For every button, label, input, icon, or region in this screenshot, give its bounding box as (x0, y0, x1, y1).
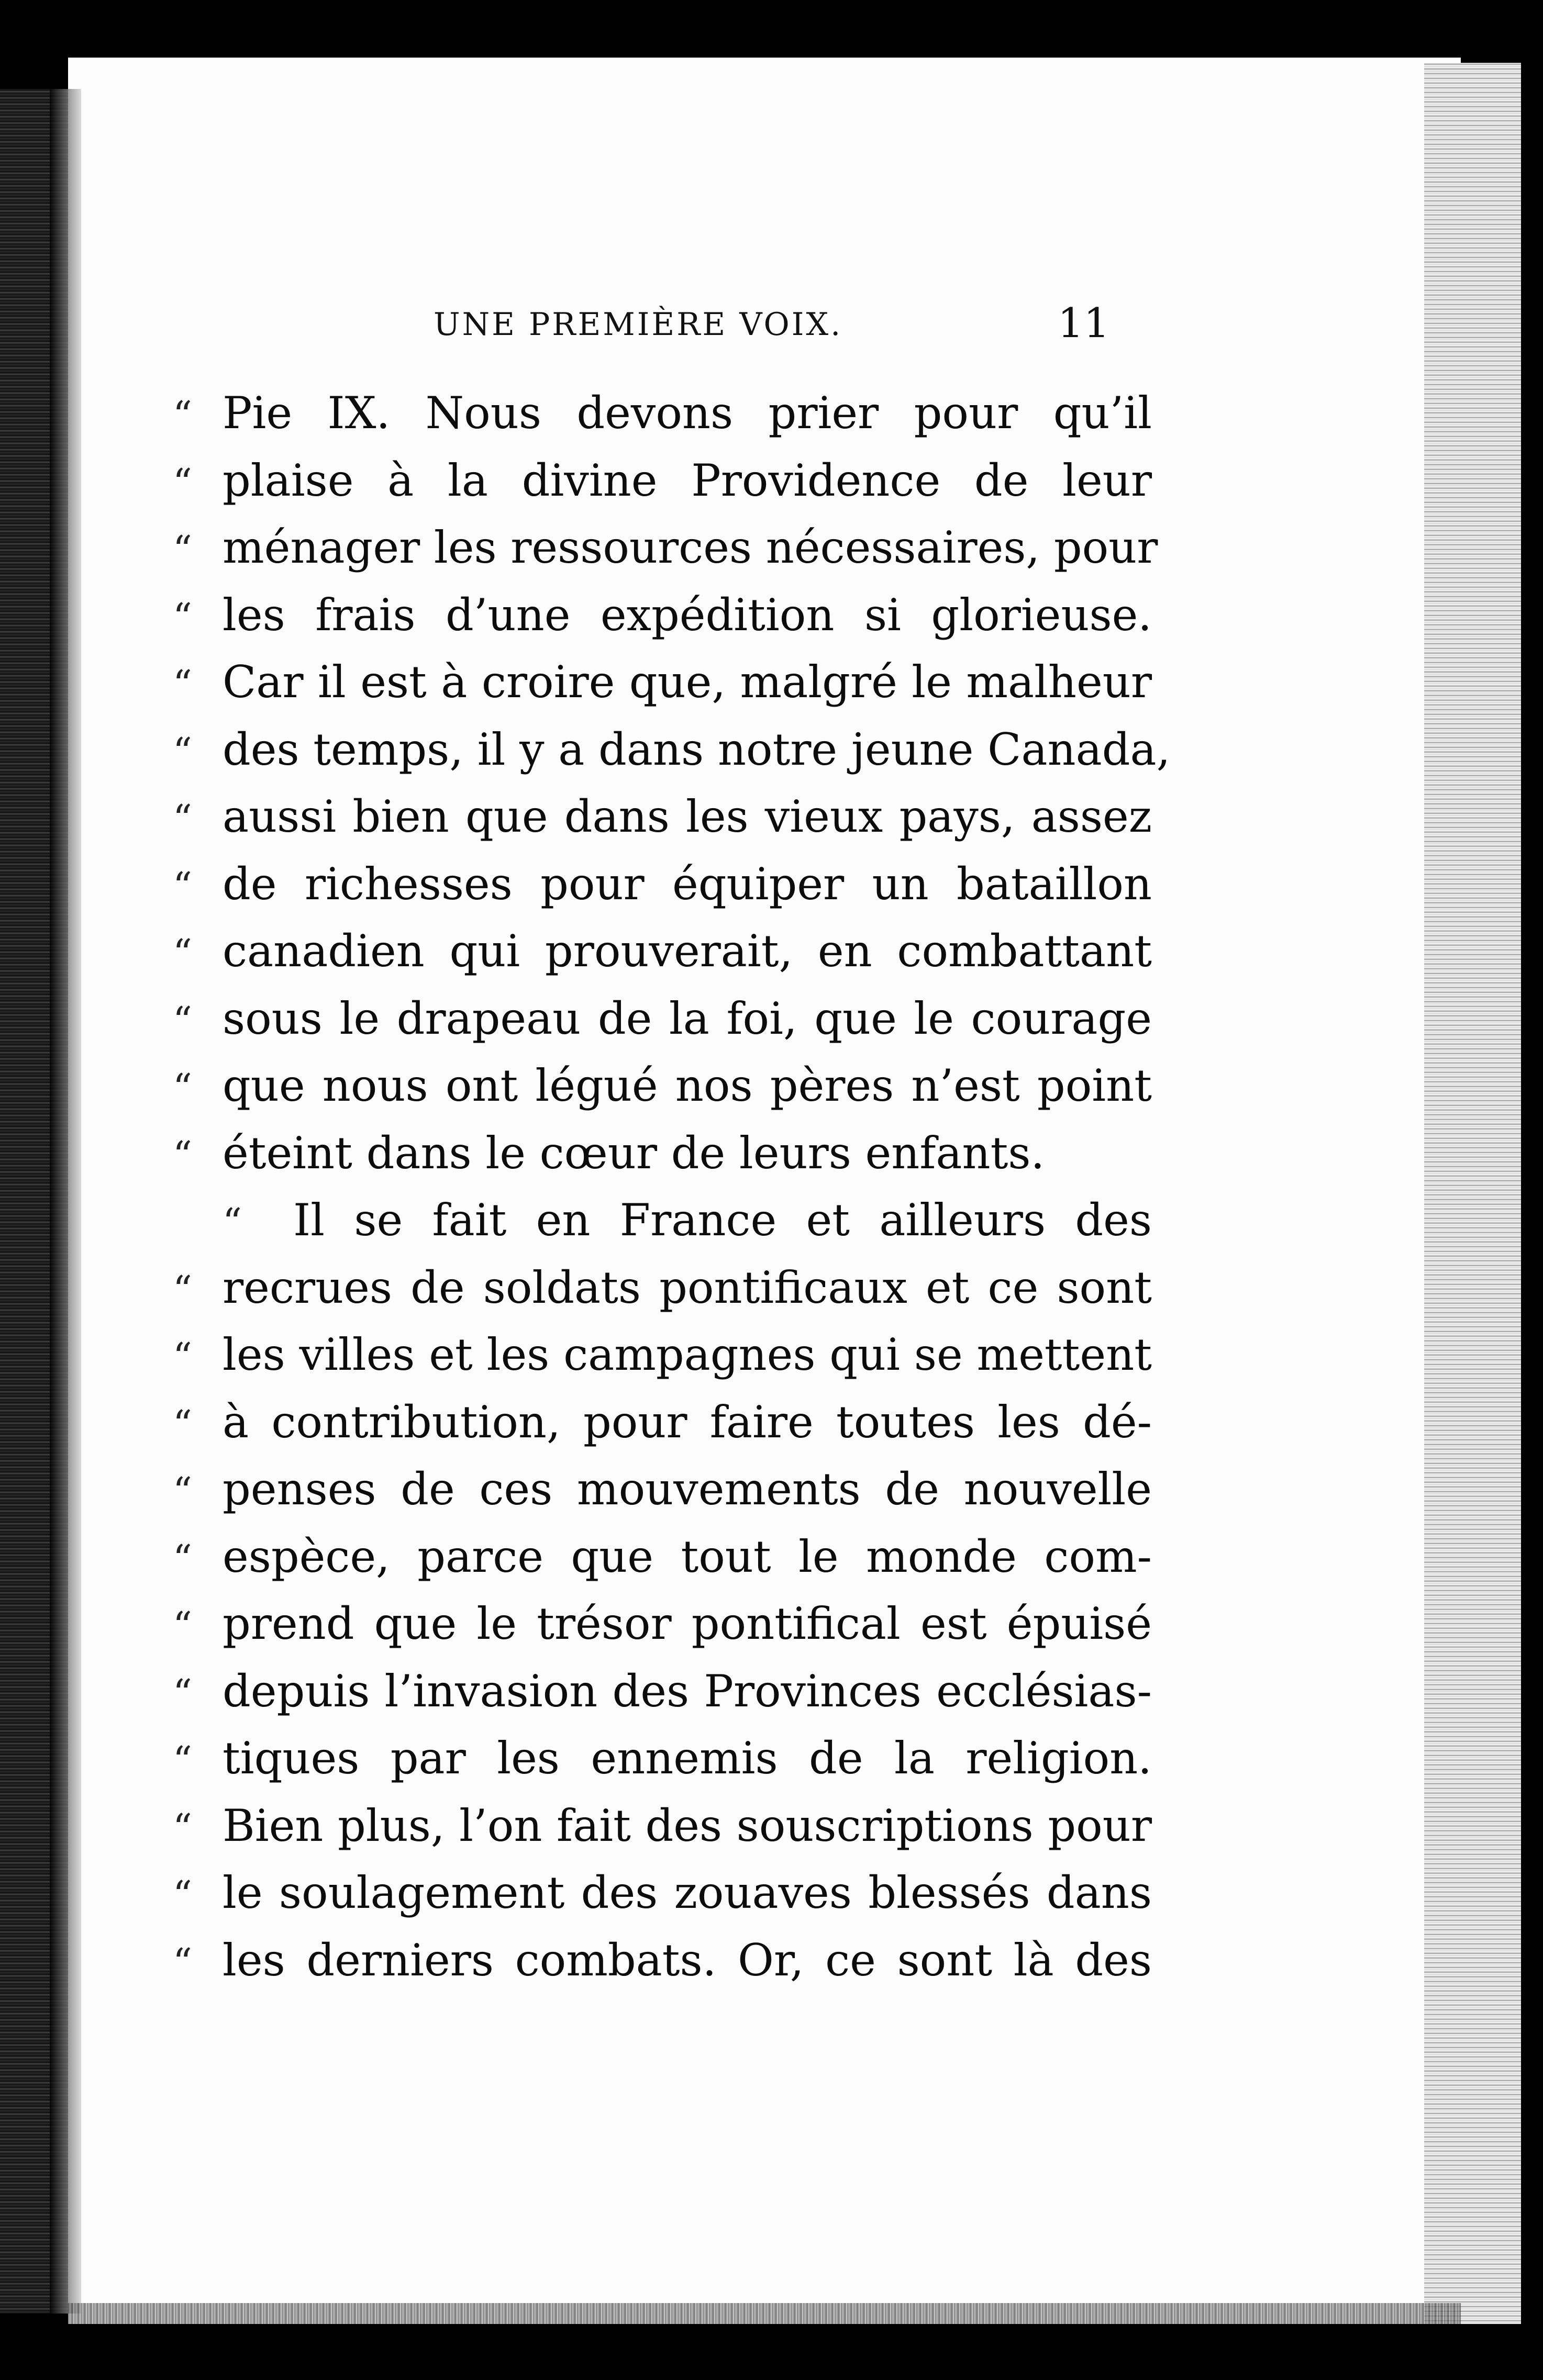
binding-gutter (50, 89, 81, 2314)
text-line (173, 1396, 1152, 1464)
line-text: les frais d’une expédition si glorieuse. (223, 589, 1152, 641)
quote-mark: “ (173, 1469, 192, 1513)
text-line (173, 993, 1152, 1060)
text-line (173, 925, 1152, 993)
text-line (173, 1060, 1152, 1127)
line-text: aussi bien que dans les vieux pays, assez (223, 791, 1152, 842)
quote-mark: “ (173, 998, 192, 1043)
line-text: sous le drapeau de la foi, que le courage (223, 992, 1152, 1044)
text-line (173, 589, 1152, 657)
scan-border-right (1521, 63, 1543, 2324)
line-text: depuis l’invasion des Provinces ecclésias- (223, 1665, 1152, 1717)
line-text: à contribution, pour faire toutes les dé- (223, 1396, 1152, 1448)
quote-mark: “ (173, 460, 192, 505)
quote-mark: “ (173, 1671, 192, 1715)
page-bottom-edge (68, 2303, 1461, 2324)
quote-mark: “ (173, 797, 192, 841)
quote-mark: “ (173, 1536, 192, 1581)
line-text: tiques par les ennemis de la religion. (223, 1733, 1152, 1784)
page-number: 11 (1058, 300, 1110, 347)
line-text: des temps, il y a dans notre jeune Canada, (223, 723, 1171, 775)
line-text: de richesses pour équiper un bataillon (223, 858, 1152, 910)
line-text: le soulagement des zouaves blessés dans (223, 1867, 1152, 1918)
text-line (173, 1463, 1152, 1531)
quote-mark: “ (173, 393, 192, 437)
line-text: canadien qui prouverait, en combattant (223, 925, 1152, 977)
text-line (173, 522, 1158, 589)
text-line (173, 1666, 1152, 1733)
quote-mark: “ (173, 931, 192, 975)
line-text: penses de ces mouvements de nouvelle (223, 1463, 1152, 1515)
line-text: prend que le trésor pontifical est épuisé (223, 1598, 1152, 1649)
line-text: éteint dans le cœur de leurs enfants. (223, 1127, 1045, 1179)
running-title: UNE PREMIÈRE VOIX. (434, 306, 843, 343)
quote-mark: “ (173, 1604, 192, 1648)
text-line (173, 791, 1152, 858)
line-text: ménager les ressources nécessaires, pour (223, 522, 1158, 573)
text-line (173, 1598, 1152, 1666)
quote-mark: “ (173, 662, 192, 706)
quote-mark: “ (173, 1805, 192, 1850)
quote-mark: “ (173, 864, 192, 908)
running-header (157, 300, 1152, 364)
text-line (173, 1127, 1152, 1195)
line-text: Pie IX. Nous devons prier pour qu’il (223, 387, 1152, 439)
text-line (173, 723, 1171, 791)
text-line (173, 1531, 1152, 1599)
quote-mark: “ (173, 1738, 192, 1782)
text-line (173, 858, 1152, 926)
quote-mark: “ (173, 1335, 192, 1379)
line-text: Il se fait en France et ailleurs des (293, 1194, 1152, 1246)
line-text: recrues de soldats pontificaux et ce sont (223, 1261, 1152, 1313)
line-text: Bien plus, l’on fait des souscriptions pour (223, 1800, 1152, 1851)
quote-mark: “ (173, 1940, 192, 1984)
text-line (173, 1800, 1152, 1868)
quote-mark: “ (173, 1066, 192, 1110)
quote-mark: “ (173, 1402, 192, 1446)
text-line (173, 1733, 1152, 1800)
line-text: plaise à la divine Providence de leur (223, 454, 1152, 506)
body-text (173, 387, 1171, 2002)
text-line (173, 1262, 1152, 1329)
line-text: espèce, parce que tout le monde com- (223, 1530, 1152, 1582)
quote-mark: “ (173, 1267, 192, 1312)
paragraph-start-line (173, 1194, 1152, 1262)
quote-mark: “ (173, 528, 192, 572)
quote-mark: “ (173, 1133, 192, 1177)
text-line (173, 1329, 1152, 1396)
text-line (173, 1935, 1152, 2002)
text-line (173, 387, 1152, 455)
quote-mark: “ (223, 1200, 242, 1244)
line-text: les derniers combats. Or, ce sont là des (223, 1934, 1152, 1986)
quote-mark: “ (173, 595, 192, 639)
line-text: Car il est à croire que, malgré le malheur (223, 656, 1152, 708)
text-line (173, 1867, 1152, 1935)
line-text: les villes et les campagnes qui se mettent (223, 1329, 1152, 1380)
line-text: que nous ont légué nos pères n’est point (223, 1060, 1152, 1111)
text-line (173, 455, 1152, 522)
text-line (173, 656, 1152, 724)
quote-mark: “ (173, 729, 192, 774)
quote-mark: “ (173, 1873, 192, 1917)
